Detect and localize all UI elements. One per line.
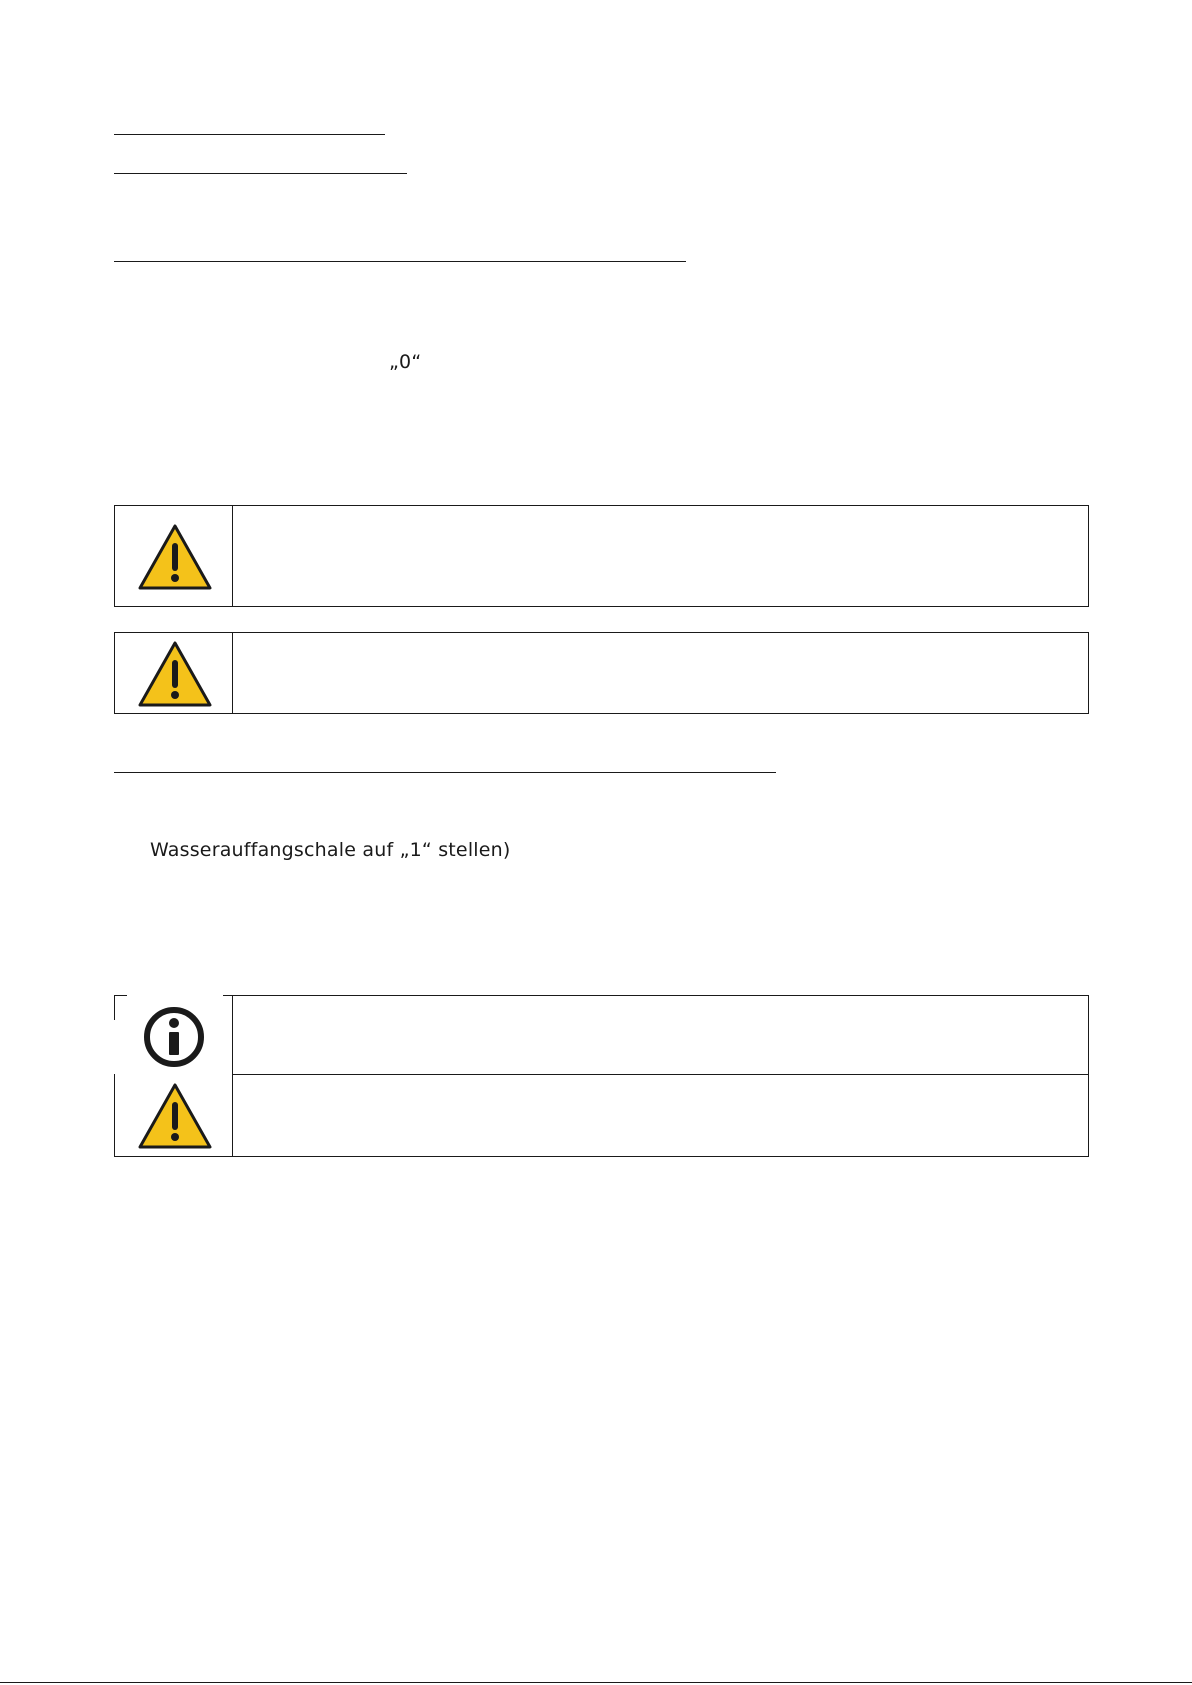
warning-icon-cell <box>115 633 233 713</box>
heading-underline-2 <box>114 173 407 174</box>
info-circle-icon <box>142 1005 206 1069</box>
border-gap <box>112 1020 117 1074</box>
icon-column <box>115 996 233 1156</box>
warning-triangle-icon <box>137 523 213 591</box>
warning-box-2 <box>114 632 1089 714</box>
heading-underline-4 <box>114 772 776 773</box>
row-divider <box>233 1074 1088 1075</box>
info-warning-box <box>114 995 1089 1157</box>
warning-box-1 <box>114 505 1089 607</box>
drip-tray-instruction: Wasserauffangschale auf „1“ stellen) <box>150 839 511 861</box>
footer-rule <box>0 1682 1192 1683</box>
border-gap <box>127 993 223 998</box>
warning-triangle-icon <box>137 1082 213 1150</box>
heading-underline-3 <box>114 261 686 262</box>
quote-zero-text: „0“ <box>389 351 422 373</box>
warning-icon-cell <box>115 506 233 606</box>
heading-underline-1 <box>114 134 385 135</box>
warning-triangle-icon <box>137 640 213 708</box>
